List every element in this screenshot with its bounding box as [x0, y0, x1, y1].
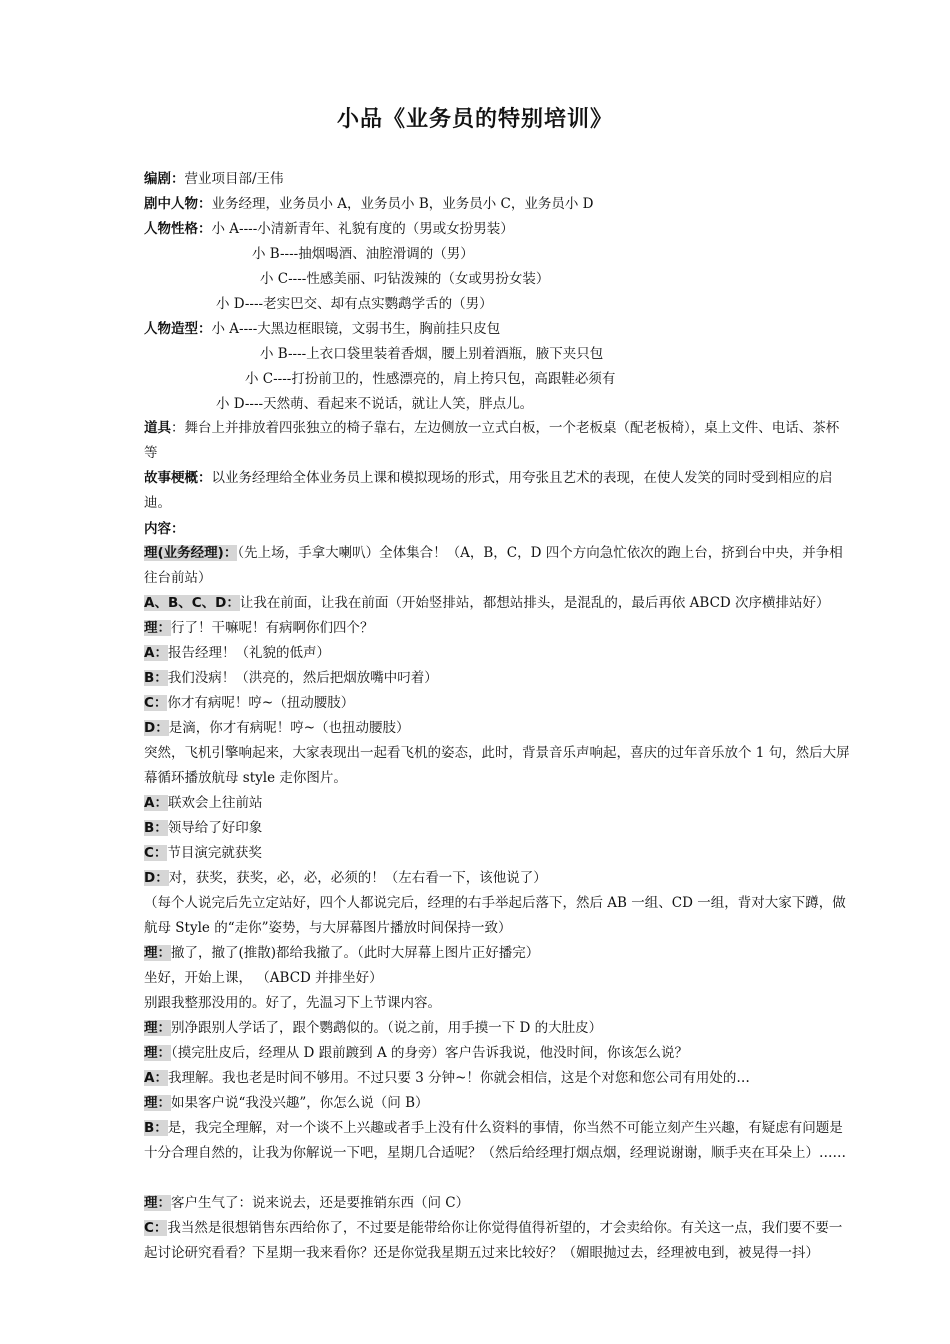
props-label: 道具: [144, 420, 171, 436]
dialogue-text: 联欢会上往前站: [167, 795, 263, 811]
personality-label: 人物性格：: [144, 221, 212, 237]
speaker-label: 理：: [144, 1095, 171, 1111]
speaker-label: A：: [144, 1070, 168, 1086]
script-line: [144, 641, 852, 666]
speaker-label: 理：: [144, 1195, 171, 1211]
dialogue-text: 你才有病呢！哼~（扭动腰肢）: [167, 695, 355, 711]
dialogue-text: 是滴，你才有病呢！哼~（也扭动腰肢）: [168, 720, 410, 736]
speaker-label: B：: [144, 820, 168, 836]
stage-direction: [144, 966, 852, 991]
speaker-label: D：: [144, 870, 169, 886]
props-value: ：舞台上并排放着四张独立的椅子靠右，左边侧放一立式白板，一个老板桌（配老板椅），桌上文件、电话、茶杯等: [144, 420, 840, 461]
speaker-label: A、B、C、D：: [144, 595, 240, 611]
synopsis-label: 故事梗概：: [144, 470, 212, 486]
cast-label: 剧中人物：: [144, 196, 212, 212]
personality-line: [144, 221, 852, 237]
script-line: [144, 1091, 852, 1116]
script-line: [144, 1216, 852, 1266]
direction-text: 突然，飞机引擎响起来，大家表现出一起看飞机的姿态，此时，背景音乐声响起，喜庆的过年音乐放个 1 句，然后大屏幕循环播放航母 style 走你图片。: [144, 745, 850, 786]
content-label: 内容：: [144, 521, 185, 537]
script-line: [144, 1191, 852, 1216]
script-line: [144, 691, 852, 716]
dialogue-text: 领导给了好印象: [167, 820, 263, 836]
script-line: [144, 1116, 852, 1166]
direction-text: 别跟我整那没用的。好了，先温习下上节课内容。: [144, 995, 441, 1011]
speaker-label: 理：: [144, 1045, 171, 1061]
look-c: 小 C----打扮前卫的，性感漂亮的，肩上挎只包，高跟鞋必须有: [245, 371, 616, 387]
stage-direction: [144, 741, 852, 791]
dialogue-text: 撤了，撤了(推散)都给我撤了。（此时大屏幕上图片正好播完）: [171, 945, 540, 961]
script-line: [144, 866, 852, 891]
look-line: [144, 321, 852, 337]
dialogue-text: 报告经理！（礼貌的低声）: [167, 645, 330, 661]
speaker-label: D：: [144, 720, 169, 736]
synopsis-paragraph: [144, 466, 852, 516]
script-line: [144, 541, 852, 591]
dialogue-text: 节目演完就获奖: [167, 845, 262, 861]
dialogue-text: 客户生气了：说来说去，还是要推销东西（问 C）: [171, 1195, 470, 1211]
stage-direction: [144, 891, 852, 941]
dialogue-text: 行了！干嘛呢！有病啊你们四个？: [171, 620, 374, 636]
speaker-label: 理(业务经理)：: [144, 545, 238, 561]
script-line: [144, 791, 852, 816]
script-line: [144, 1066, 852, 1091]
speaker-label: A：: [144, 795, 168, 811]
script-line: [144, 616, 852, 641]
dialogue-text: （先上场，手拿大喇叭）全体集合！（A，B，C，D 四个方向急忙依次的跑上台，挤到台中央，并争相往台前站）: [144, 545, 843, 586]
cast-value: 业务经理，业务员小 A，业务员小 B，业务员小 C，业务员小 D: [211, 196, 594, 212]
look-label: 人物造型：: [144, 321, 212, 337]
cast-line: [144, 196, 852, 212]
content-heading: [144, 521, 852, 537]
speaker-label: B：: [144, 1120, 168, 1136]
dialogue-text: 别净跟别人学话了，跟个鹦鹉似的。（说之前，用手摸一下 D 的大肚皮）: [171, 1020, 603, 1036]
look-b: 小 B----上衣口袋里装着香烟，腰上别着酒瓶，腋下夹只包: [260, 346, 604, 362]
direction-text: 坐好，开始上课， （ABCD 并排坐好）: [144, 970, 383, 986]
script-line: [144, 666, 852, 691]
dialogue-text: （摸完肚皮后，经理从 D 跟前踱到 A 的身旁）客户告诉我说，他没时间，你该怎么说？: [171, 1045, 688, 1061]
script-line: [144, 941, 852, 966]
dialogue-text: 我们没病！（洪亮的，然后把烟放嘴中叼着）: [167, 670, 438, 686]
speaker-label: A：: [144, 645, 168, 661]
stage-direction: [144, 991, 852, 1016]
direction-text: （每个人说完后先立定站好，四个人都说完后，经理的右手举起后落下，然后 AB 一组、CD 一组，背对大家下蹲，做航母 Style 的“走你”姿势，与大屏幕图片播放时间保持一致）: [144, 895, 846, 936]
dialogue-text: 对，获奖，获奖，必，必，必须的！（左右看一下，该他说了）: [168, 870, 547, 886]
speaker-label: 理：: [144, 945, 171, 961]
personality-d: 小 D----老实巴交、却有点实鹦鹉学舌的（男）: [216, 296, 493, 312]
speaker-label: C：: [144, 695, 168, 711]
writer-label: 编剧：: [144, 171, 185, 187]
script-line: [144, 1041, 852, 1066]
dialogue-text: 是，我完全理解，对一个谈不上兴趣或者手上没有什么资料的事情，你当然不可能立刻产生兴趣，有疑虑有问题是十分合理自然的，让我为你解说一下吧，星期几合适呢？（然后给经理打烟点烟，经理说谢谢，顺手夹在耳朵上）……: [144, 1120, 846, 1161]
personality-c: 小 C----性感美丽、叼钻泼辣的（女或男扮女装）: [260, 271, 550, 287]
look-a: 小 A----大黑边框眼镜，文弱书生，胸前挂只皮包: [211, 321, 501, 337]
dialogue-text: 如果客户说“我没兴趣”，你怎么说（问 B）: [171, 1095, 429, 1111]
script-line: [144, 816, 852, 841]
personality-a: 小 A----小清新青年、礼貌有度的（男或女扮男装）: [211, 221, 514, 237]
script-line: [144, 591, 852, 616]
page-title: 小品《业务员的特别培训》: [336, 107, 613, 132]
props-paragraph: [144, 416, 852, 466]
writer-value: 营业项目部/王伟: [184, 171, 284, 187]
speaker-label: B：: [144, 670, 168, 686]
speaker-label: 理：: [144, 1020, 171, 1036]
script-line: [144, 841, 852, 866]
speaker-label: C：: [144, 845, 168, 861]
script-line: [144, 1016, 852, 1041]
dialogue-text: 让我在前面，让我在前面（开始竖排站，都想站排头，是混乱的，最后再依 ABCD 次序横排站好）: [239, 595, 830, 611]
speaker-label: C：: [144, 1220, 168, 1236]
dialogue-text: 我理解。我也老是时间不够用。不过只要 3 分钟~！你就会相信，这是个对您和您公司有用处的…: [167, 1070, 750, 1086]
synopsis-value: 以业务经理给全体业务员上课和模拟现场的形式，用夸张且艺术的表现，在使人发笑的同时受到相应的启迪。: [144, 470, 833, 511]
personality-b: 小 B----抽烟喝酒、油腔滑调的（男）: [252, 246, 474, 262]
writer-line: [144, 171, 852, 187]
look-d: 小 D----天然萌、看起来不说话，就让人笑，胖点儿。: [216, 396, 534, 412]
dialogue-text: 我当然是很想销售东西给你了，不过要是能带给你让你觉得值得祈望的，才会卖给你。有关这一点，我们要不要一起讨论研究看看？下星期一我来看你？还是你觉我星期五过来比较好？（媚眼抛过去，经理被电到，被晃得一抖）: [144, 1220, 843, 1261]
speaker-label: 理：: [144, 620, 171, 636]
script-line: [144, 716, 852, 741]
